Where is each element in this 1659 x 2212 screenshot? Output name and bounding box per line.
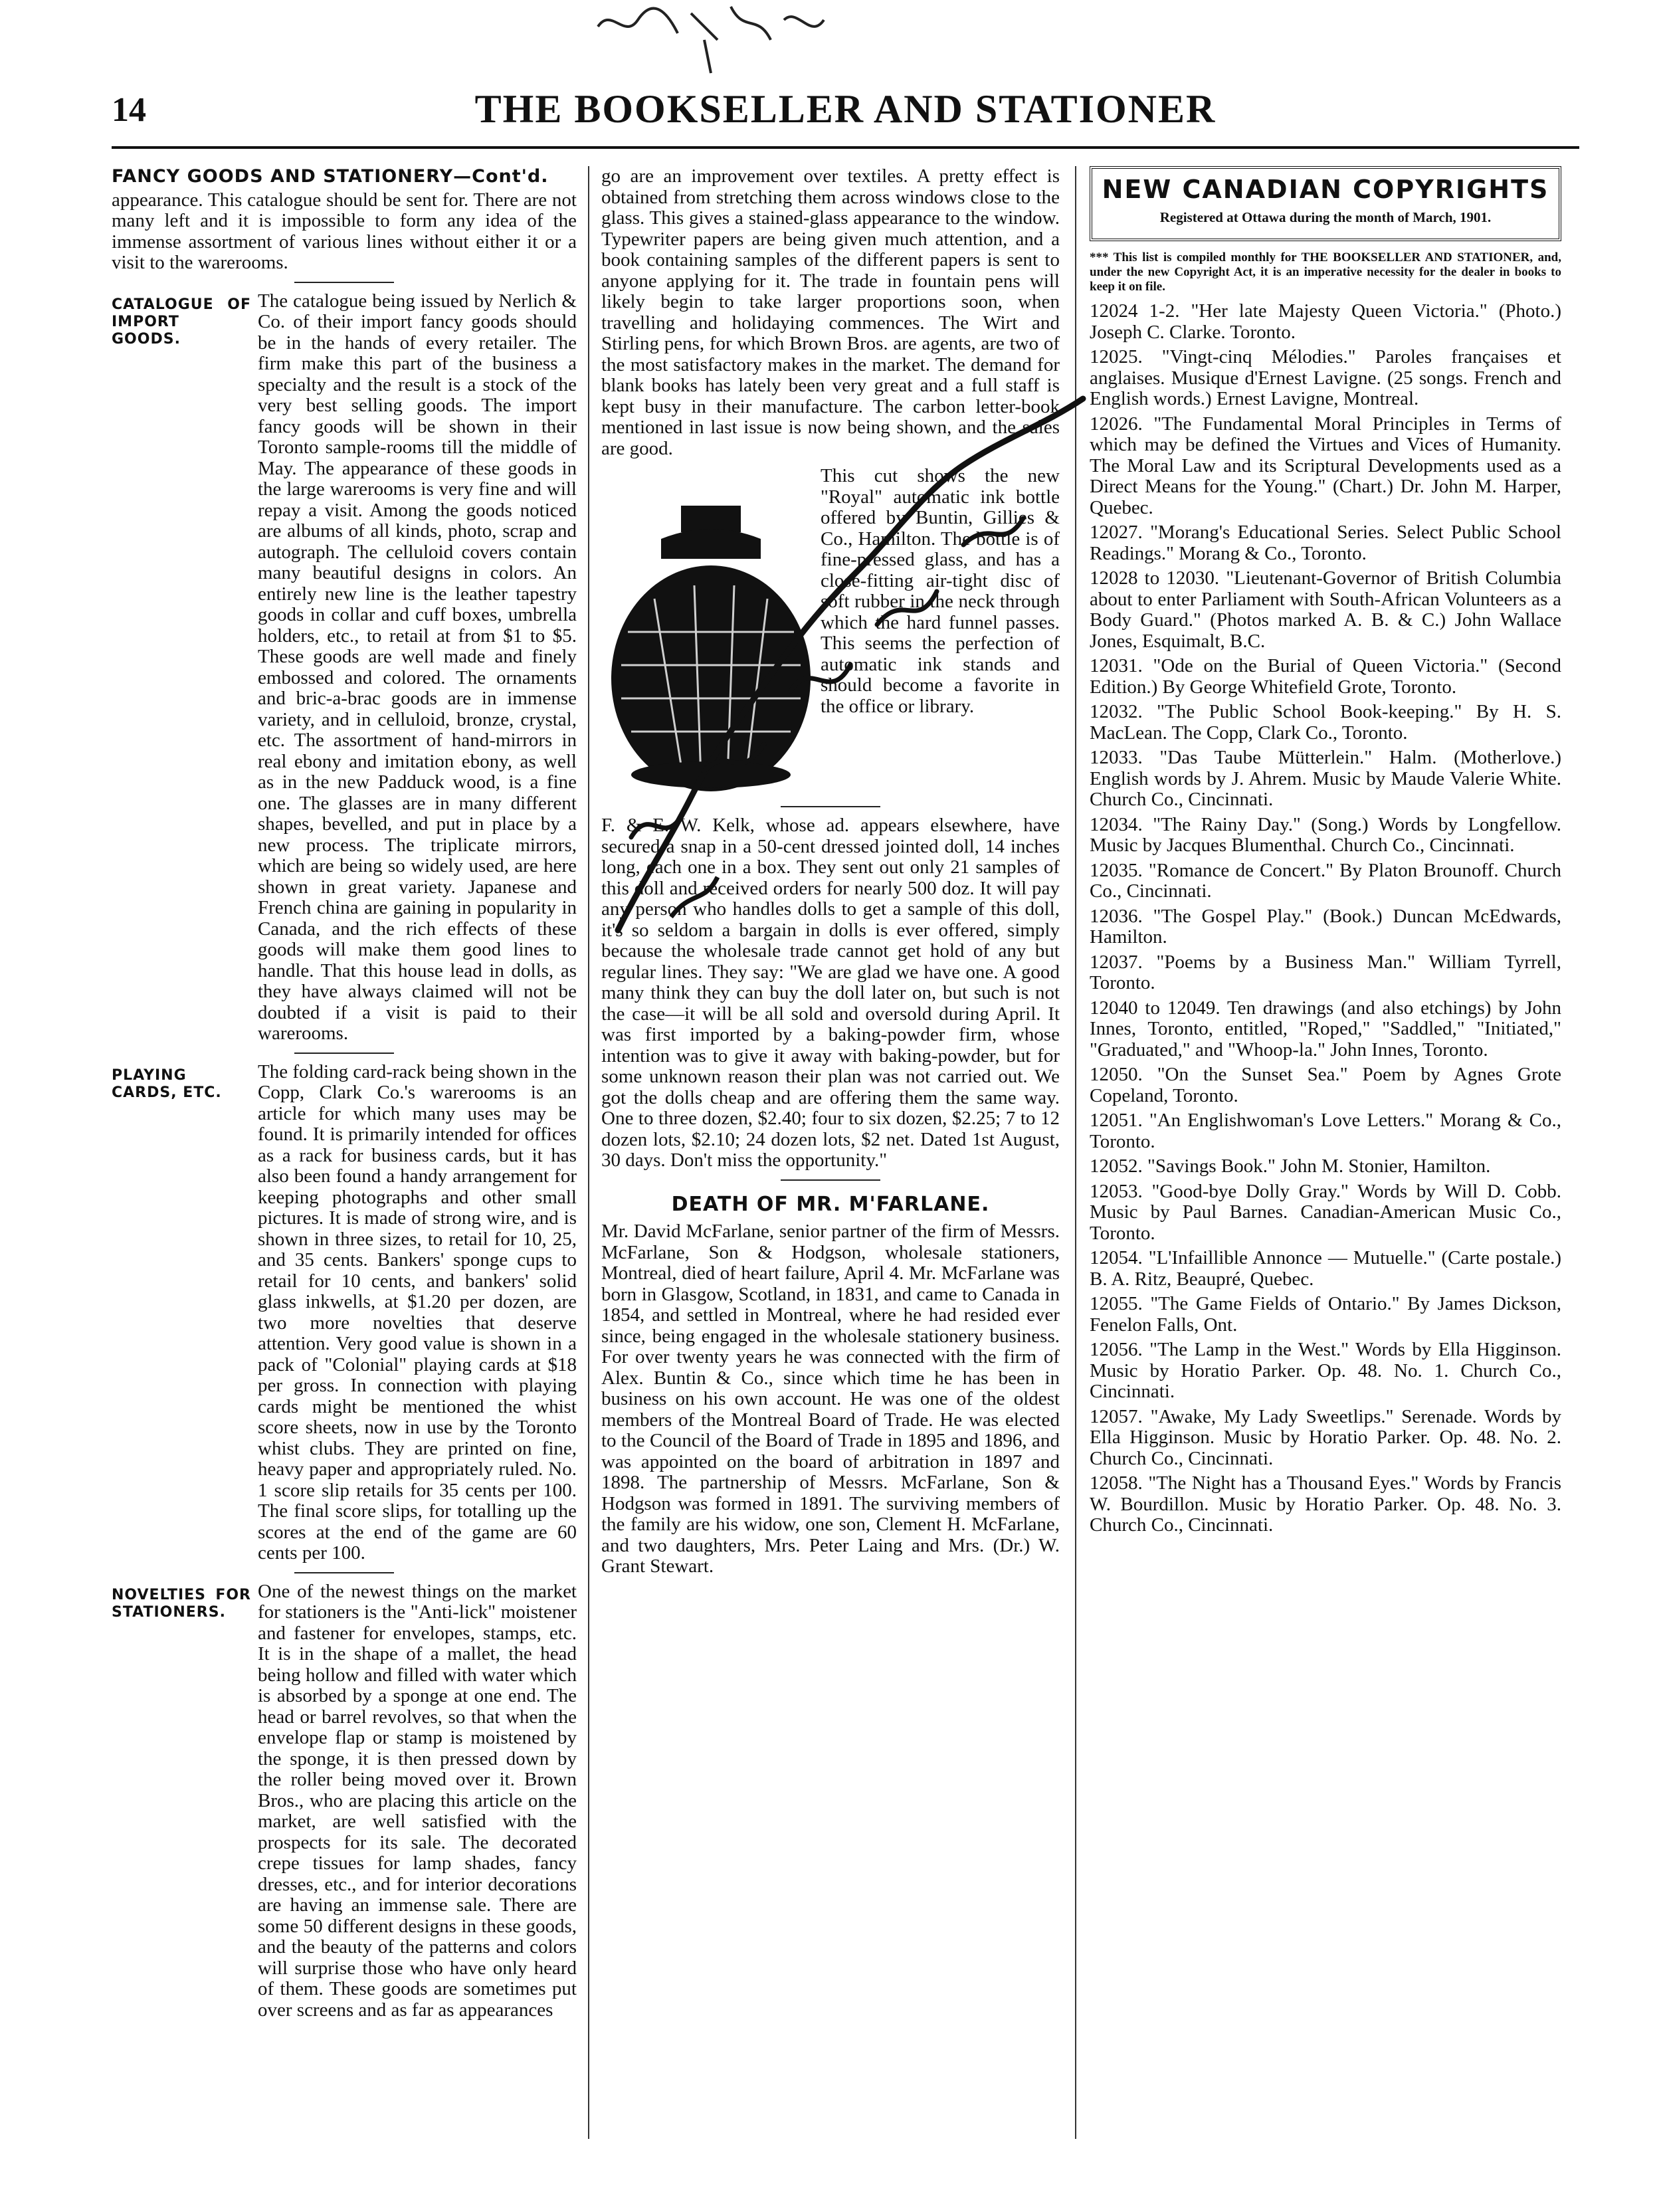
novelties-article [112,1581,577,2021]
copyright-entry: 12051. "An Englishwoman's Love Letters." Morang & Co., Toronto. [1090,1110,1561,1152]
copyright-entry: 12031. "Ode on the Burial of Queen Victoria." (Second Edition.) By George Whitefield Grote, Toronto. [1090,655,1561,698]
divider [781,1179,880,1181]
divider [781,806,880,807]
kelk-paragraph: F. & E. W. Kelk, whose ad. appears elsewhere, have secured a snap in a 50-cent dressed jointed doll, 14 inches long, each one in a box. They sent out only 21 samples of this doll and received orders for nearly 500 doz. It will pay any person who handles dolls to get a sample of this doll, it's so seldom a bargain in dolls is ever offered, simply because the wholesale trade cannot get hold of any but regular lines. They say: "We are glad we have one. A good many think they can buy the doll later on, but such is not the case—it will be all sold and oversold during April. It was first imported by a baking-powder firm, whose intention was to give it away with baking-powder, but for some unknown reason their plan was not carried out. We got the dolls cheap and are offering them the same way. One to three dozen, $2.40; four to six dozen, $2.25; 7 to 12 dozen lots, $2.10; 24 dozen lots, $2 net. Dated 1st August, 30 days. Don't miss the opportunity." [601,815,1060,1171]
figure-caption: This cut shows the new "Royal" automatic ink bottle offered by Buntin, Gillies & Co., Hamilton. The bottle is of fine-pressed glass, and has a close-fitting air-tight disc of soft rubber in the neck through which the hard funnel passes. This seems the perfection of automatic ink stands and should become a favorite in the office or library. [821,465,1060,717]
section-title: FANCY GOODS AND STATIONERY—Cont'd. [112,166,549,187]
copyright-entry: 12033. "Das Taube Mütterlein." Halm. (Motherlove.) English words by J. Ahrem. Music by Maude Valerie White. Church Co., Cincinnati. [1090,747,1561,810]
article-text: One of the newest things on the market for stationers is the "Anti-lick" moistener and fastener for envelopes, stamps, etc. It is in the shape of a mallet, the head being hollow and filled with water which is absorbed by a sponge at one end. The head or barrel revolves, so that when the envelope flap or stamp is moistened by the sponge, it is then pressed down by the roller being moved over it. Brown Bros., who are placing this article on the market, are well satisfied with the prospects for its sale. The decorated crepe tissues for lamp shades, fancy dresses, etc., and for interior decorations are having an immense sale. There are some 50 different designs in these goods, and the beauty of the patterns and colors will surprise those who have only heard of them. These goods are sometimes put over screens and as far as appearances [258,1580,577,2021]
playing-cards-article [112,1062,577,1564]
copyright-entry: 12057. "Awake, My Lady Sweetlips." Serenade. Words by Ella Higginson. Music by Horatio Parker. Op. 48. No. 2. Church Co., Cincinnati. [1090,1405,1561,1469]
column-divider [588,166,589,2139]
column-divider [1075,166,1076,2139]
copyrights-note: *** This list is compiled monthly for THE BOOKSELLER AND STATIONER, and, under the new Copyright Act, it is an imperative necessity for the dealer in books to keep it on file. [1090,251,1561,294]
copyrights-box [1090,166,1561,241]
copyrights-subtitle: Registered at Ottawa during the month of March, 1901. [1159,209,1492,225]
death-notice-title: DEATH OF MR. M'FARLANE. [671,1192,990,1216]
column-1 [112,166,577,2021]
copyright-entry: 12034. "The Rainy Day." (Song.) Words by Longfellow. Music by Jacques Blumenthal. Church Co., Cincinnati. [1090,813,1561,856]
copyright-entry: 12055. "The Game Fields of Ontario." By James Dickson, Fenelon Falls, Ont. [1090,1293,1561,1336]
copyright-entry: 12050. "On the Sunset Sea." Poem by Agnes Grote Copeland, Toronto. [1090,1064,1561,1106]
catalogue-article [112,291,577,1045]
top-handwriting-scribble [585,0,837,80]
copyright-entry: 12028 to 12030. "Lieutenant-Governor of British Columbia about to enter Parliament with South-African Volunteers as a Body Guard." (Photos marked A. B. & C.) John Wallace Jones, Esquimalt, B.C. [1090,567,1561,652]
side-heading: CATALOGUE OF IMPORT GOODS. [112,296,251,348]
copyrights-title: NEW CANADIAN COPYRIGHTS [1102,175,1549,204]
side-heading: NOVELTIES FOR STATIONERS. [112,1586,251,1621]
copyright-entry: 12024 1-2. "Her late Majesty Queen Victoria." (Photo.) Joseph C. Clarke. Toronto. [1090,300,1561,343]
copyright-entry: 12037. "Poems by a Business Man." William Tyrrell, Toronto. [1090,951,1561,993]
page-header [112,86,1579,133]
article-text: The folding card-rack being shown in the Copp, Clark Co.'s warerooms is an article for which many uses may be found. It is primarily intended for offices as a rack for business cards, but it has also been found a handy arrangement for keeping photographs and other small pictures. It is made of strong wire, and is shown in three sizes, to retail for 10, 25, and 35 cents. Bankers' sponge cups to retail for 10 cents, and bankers' solid glass inkwells, at $1.20 per dozen, are two more novelties that deserve attention. Very good value is shown in a pack of "Colonial" playing cards at $18 per gross. In connection with playing cards might be mentioned the whist score sheets, now in use by the Toronto whist clubs. They are printed on fine, heavy paper and appropriately ruled. No. 1 score slip retails for 35 cents per 100. The final score slips, for totalling up the scores at the end of the game are 60 cents per 100. [258,1060,577,1563]
article-paragraph: go are an improvement over textiles. A pretty effect is obtained from stretching them across windows close to the glass. This gives a stained-glass appearance to the window. Typewriter papers are being given much attention, and a book containing samples of the different papers is sent to anyone applying for it. The trade in fountain pens will likely begin to take larger proportions soon, when travelling and holidaying commences. The Wirt and Stirling pens, for which Brown Bros. are agents, are two of the most satisfactory makes in the market. The demand for blank books has lately been very great and a full staff is kept busy in their manufacture. The carbon letter-book mentioned in last issue is now being shown, and the sales are good. [601,165,1060,459]
copyright-entry: 12058. "The Night has a Thousand Eyes." Words by Francis W. Bourdillon. Music by Horatio Parker. Op. 48. No. 3. Church Co., Cincinnati. [1090,1472,1561,1536]
intro-paragraph: appearance. This catalogue should be sent for. There are not many left and it is impossible to form any idea of the immense assortment of various lines without either it or a visit to the warerooms. [112,189,577,273]
column-2 [601,166,1060,1580]
copyright-entry: 12036. "The Gospel Play." (Book.) Duncan McEdwards, Hamilton. [1090,905,1561,948]
copyright-entry: 12027. "Morang's Educational Series. Select Public School Readings." Morang & Co., Toronto. [1090,522,1561,564]
header-rule [112,146,1579,149]
copyright-entry: 12054. "L'Infaillible Annonce — Mutuelle." (Carte postale.) B. A. Ritz, Beaupré, Quebec. [1090,1247,1561,1290]
ink-bottle-icon [601,466,814,798]
copyright-entry: 12032. "The Public School Book-keeping." By H. S. MacLean. The Copp, Clark Co., Toronto. [1090,701,1561,744]
side-heading: PLAYING CARDS, ETC. [112,1066,222,1101]
ink-bottle-figure [601,466,1060,798]
death-notice-text: Mr. David McFarlane, senior partner of the firm of Messrs. McFarlane, Son & Hodgson, wholesale stationers, Montreal, died of heart failure, April 4. Mr. McFarlane was born in Glasgow, Scotland, in 1831, and came to Canada in 1854, and settled in Montreal, where he had resided ever since, being engaged in the wholesale stationery business. For over twenty years he was connected with the firm of Alex. Buntin & Co., since which time he has been in business on his own account. He was one of the oldest members of the Montreal Board of Trade. He was elected to the Council of the Board of Trade in 1895 and 1896, and was appointed on the board of arbitration in 1897 and 1898. The partnership of Messrs. McFarlane, Son & Hodgson was formed in 1891. The surviving members of the family are his widow, one son, Clement H. McFarlane, and two daughters, Mrs. Peter Laing and Mrs. (Dr.) W. Grant Stewart. [601,1221,1060,1577]
copyright-entry: 12035. "Romance de Concert." By Platon Brounoff. Church Co., Cincinnati. [1090,859,1561,902]
divider [294,1572,394,1573]
page-number: 14 [112,91,146,129]
divider [294,282,394,283]
copyright-entry: 12026. "The Fundamental Moral Principles in Terms of which may be defined the Virtues and Vices of Humanity. The Moral Law and its Scriptural Developments used as a Direct Means for the Young." (Chart.) Dr. John M. Harper, Quebec. [1090,413,1561,518]
divider [294,1053,394,1054]
article-text: The catalogue being issued by Nerlich & Co. of their import fancy goods should be in the hands of every retailer. The firm make this part of the business a specialty and the result is a stock of the very best selling goods. The import fancy goods will be shown in their Toronto sample-rooms till the middle of May. The appearance of these goods in the large warerooms is very fine and will repay a visit. Among the goods noticed are albums of all kinds, photo, scrap and autograph. The celluloid covers contain many beautiful designs in colors. An entirely new line is the leather tapestry goods in collar and cuff boxes, umbrella holders, etc., to retail at from $1 to $5. These goods are well made and finely embossed and colored. The ornaments and bric-a-brac goods are in immense variety, and in celluloid, bronze, crystal, etc. The assortment of hand-mirrors in real ebony and imitation ebony, as well as in the new Padduck wood, is a fine one. The glasses are in many different shapes, bevelled, and put in place by a new process. The triplicate mirrors, which are being so widely used, are here shown in great variety. Japanese and French china are gaining in popularity in Canada, and the rich effects of these goods will make them good lines to handle. That this house lead in dolls, as they have always claimed will not be doubted if a visit is paid to their warerooms. [258,290,577,1044]
copyright-entry: 12052. "Savings Book." John M. Stonier, Hamilton. [1090,1156,1491,1177]
column-3 [1090,166,1561,1540]
copyright-entry: 12040 to 12049. Ten drawings (and also etchings) by John Innes, Toronto, entitled, "Roped," "Saddled," "Initiated," "Graduated," and "Whoop-la." John Innes, Toronto. [1090,997,1561,1060]
copyright-entries [1090,301,1561,1536]
copyright-entry: 12025. "Vingt-cinq Mélodies." Paroles françaises et anglaises. Musique d'Ernest Lavigne. (25 songs. French and English words.) Ernest Lavigne, Montreal. [1090,346,1561,409]
masthead-title: THE BOOKSELLER AND STATIONER [474,87,1217,131]
copyright-entry: 12053. "Good-bye Dolly Gray." Words by Will D. Cobb. Music by Paul Barnes. Canadian-American Music Co., Toronto. [1090,1180,1561,1244]
copyright-entry: 12056. "The Lamp in the West." Words by Ella Higginson. Music by Horatio Parker. Op. 48. No. 1. Church Co., Cincinnati. [1090,1339,1561,1402]
